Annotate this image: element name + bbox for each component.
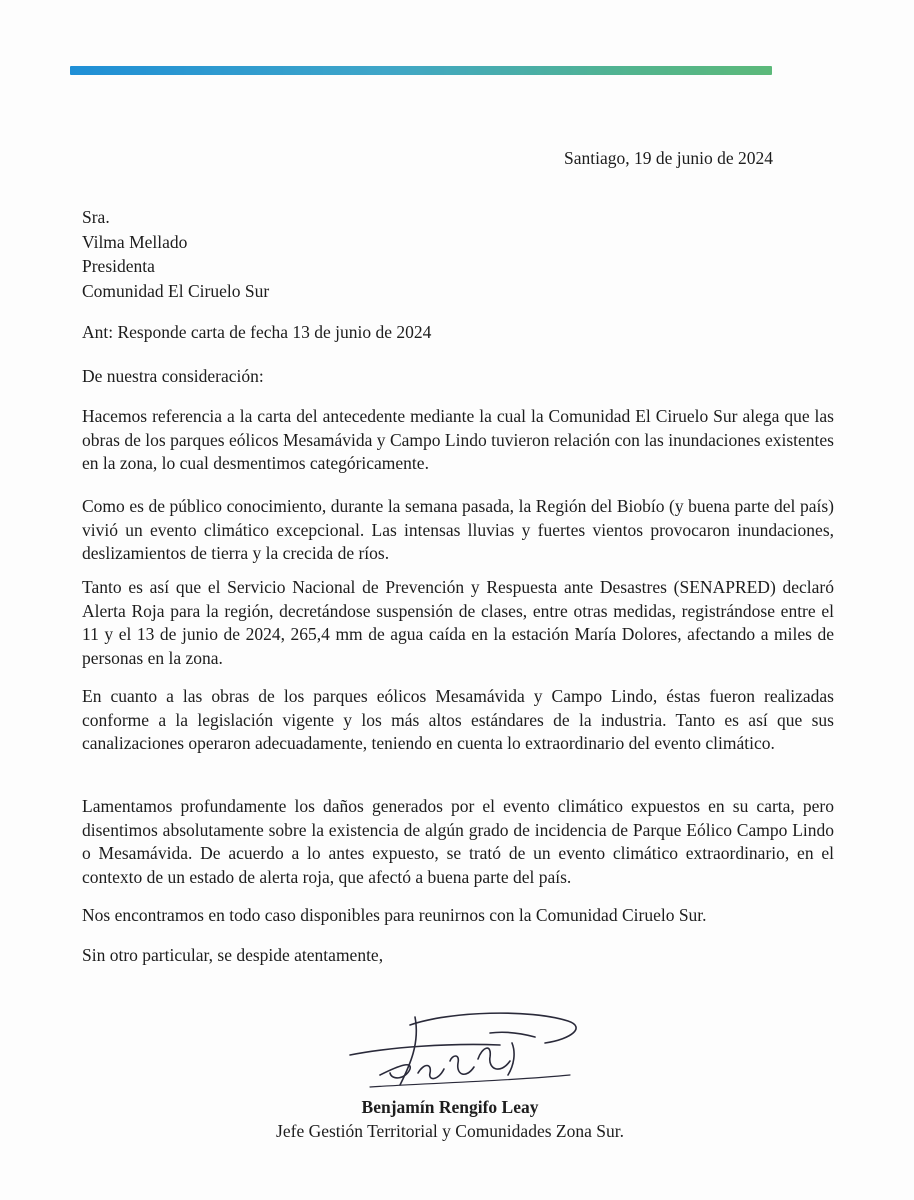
signer-name: Benjamín Rengifo Leay bbox=[361, 1097, 539, 1117]
addressee-block bbox=[82, 205, 834, 303]
body-paragraph-1: Hacemos referencia a la carta del antecedente mediante la cual la Comunidad El Ciruelo Sur alega que las obras de los parques eólicos Mesamávida y Campo Lindo tuvieron relación con las inundaciones existentes en la zona, lo cual desmentimos categóricamente. bbox=[82, 406, 834, 473]
date-line: Santiago, 19 de junio de 2024 bbox=[563, 148, 773, 168]
closing-line: Sin otro particular, se despide atentamente, bbox=[82, 945, 384, 965]
body-paragraph-3: Tanto es así que el Servicio Nacional de Prevención y Respuesta ante Desastres (SENAPRED) declaró Alerta Roja para la región, decretándose suspensión de clases, entre otras medidas, registrándose entre el 11 y el 13 de junio de 2024, 265,4 mm de agua caída en la estación María Dolores, afectando a miles de personas en la zona. bbox=[82, 577, 834, 668]
letterhead-gradient-bar bbox=[70, 66, 772, 75]
body-paragraph-2: Como es de público conocimiento, durante la semana pasada, la Región del Biobío (y buena parte del país) vivió un evento climático excepcional. Las intensas lluvias y fuertes vientos provocaron inundaciones, deslizamientos de tierra y la crecida de ríos. bbox=[82, 496, 834, 563]
body-paragraph-4: En cuanto a las obras de los parques eólicos Mesamávida y Campo Lindo, éstas fueron realizadas conforme a la legislación vigente y los más altos estándares de la industria. Tanto es así que sus canalizaciones operaron adecuadamente, teniendo en cuenta lo extraordinario del evento climático. bbox=[82, 686, 834, 753]
addressee-role: Presidenta bbox=[82, 256, 155, 276]
body-paragraph-5: Lamentamos profundamente los daños generados por el evento climático expuestos en su carta, pero disentimos absolutamente sobre la existencia de algún grado de incidencia de Parque Eólico Campo Lindo o Mesamávida. De acuerdo a lo antes expuesto, se trató de un evento climático extraordinario, en el contexto de un estado de alerta roja, que afectó a buena parte del país. bbox=[82, 796, 834, 887]
reference-line: Ant: Responde carta de fecha 13 de junio de 2024 bbox=[82, 322, 432, 342]
addressee-salutation-title: Sra. bbox=[82, 207, 110, 227]
handwritten-signature bbox=[340, 1003, 590, 1098]
opening-salutation: De nuestra consideración: bbox=[82, 366, 264, 386]
body-paragraph-6: Nos encontramos en todo caso disponibles para reunirnos con la Comunidad Ciruelo Sur. bbox=[82, 905, 707, 925]
addressee-organization: Comunidad El Ciruelo Sur bbox=[82, 280, 270, 301]
signer-title: Jefe Gestión Territorial y Comunidades Zona Sur. bbox=[276, 1121, 624, 1141]
addressee-name: Vilma Mellado bbox=[82, 231, 188, 252]
